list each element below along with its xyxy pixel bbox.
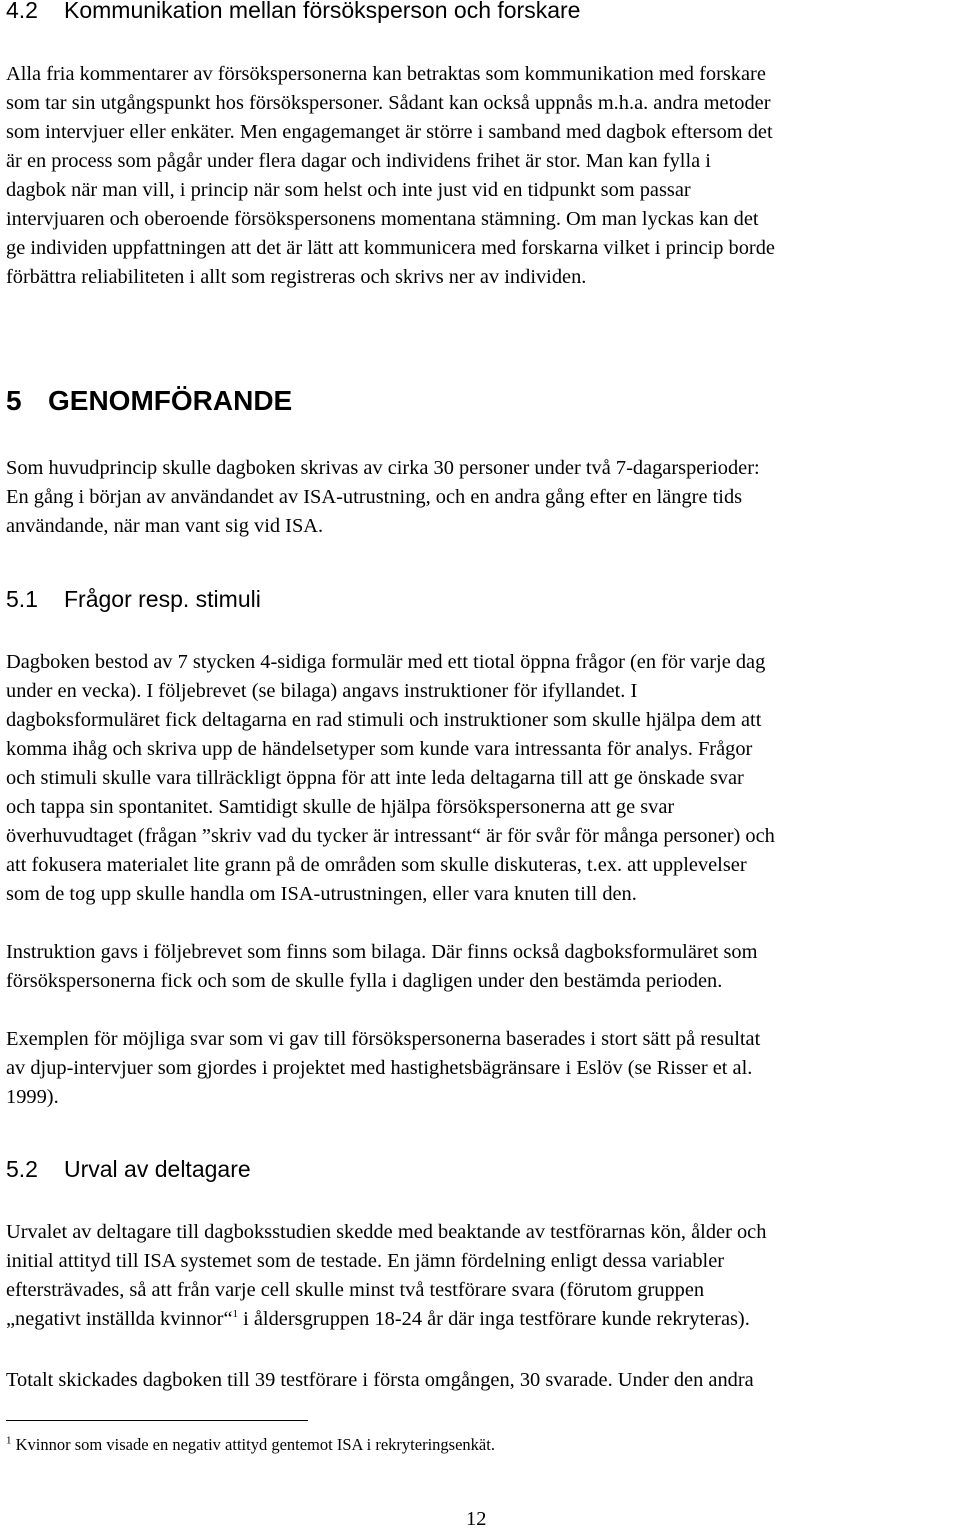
text-line: och tappa sin spontanitet. Samtidigt skulle de hjälpa försökspersonerna att ge svar	[6, 796, 675, 818]
text-line: användande, när man vant sig vid ISA.	[6, 515, 324, 537]
section-heading-4-2	[6, 0, 580, 24]
section-title: Frågor resp. stimuli	[64, 586, 261, 612]
text-line: av djup-intervjuer som gjordes i projektet med hastighetsbägränsare i Eslöv (se Risser et al.	[6, 1057, 753, 1079]
text-segment: i åldersgruppen 18-24 år där inga testförare kunde rekryteras).	[238, 1308, 750, 1330]
text-line: och stimuli skulle vara tillräckligt öppna för att inte leda deltagarna till att ge önskade svar	[6, 767, 744, 789]
paragraph-diary-design	[6, 648, 958, 909]
chapter-number: 5	[6, 385, 22, 416]
text-line: är en process som pågår under flera dagar och individens frihet är stor. Man kan fylla i	[6, 150, 711, 172]
text-line: dagbok när man vill, i princip när som helst och inte just vid en tidpunkt som passar	[6, 179, 691, 201]
section-number: 5.2	[6, 1156, 38, 1182]
footnote-reference[interactable]: 1	[232, 1308, 238, 1321]
text-line: som tar sin utgångspunkt hos försökspersoner. Sådant kan också uppnås m.h.a. andra metoder	[6, 92, 771, 114]
text-line: Totalt skickades dagboken till 39 testförare i första omgången, 30 svarade. Under den andra	[6, 1369, 754, 1391]
section-heading-5-1	[6, 585, 261, 613]
paragraph-instructions	[6, 938, 958, 996]
text-line: En gång i början av användandet av ISA-utrustning, och en andra gång efter en längre tids	[6, 486, 743, 508]
text-line: förbättra reliabiliteten i allt som registreras och skrivs ner av individen.	[6, 266, 587, 288]
text-line: Dagboken bestod av 7 stycken 4-sidiga formulär med ett tiotal öppna frågor (en för varje dag	[6, 651, 766, 673]
quoted-group: „negativt inställda kvinnor“	[6, 1308, 233, 1330]
text-line: som de tog upp skulle handla om ISA-utrustningen, eller vara knuten till den.	[6, 883, 637, 905]
text-line: Som huvudprincip skulle dagboken skrivas av cirka 30 personer under två 7-dagarsperioder:	[6, 457, 760, 479]
text-line: intervjuaren och oberoende försökspersonens momentana stämning. Om man lyckas kan det	[6, 208, 759, 230]
footnote-marker: 1	[6, 1434, 12, 1447]
text-line: under en vecka). I följebrevet (se bilaga) angavs instruktioner för ifyllandet. I	[6, 680, 638, 702]
paragraph-selection	[6, 1218, 958, 1334]
text-line: överhuvudtaget (frågan ”skriv vad du tycker är intressant“ är för svår för många personer) och	[6, 825, 775, 847]
section-heading-5-2	[6, 1155, 251, 1183]
page-number: 12	[466, 1508, 487, 1530]
text-line: som intervjuer eller enkäter. Men engagemanget är större i samband med dagbok eftersom det	[6, 121, 773, 143]
section-number: 5.1	[6, 586, 38, 612]
text-line	[6, 1305, 958, 1334]
paragraph-distribution	[6, 1366, 958, 1395]
section-title: Urval av deltagare	[64, 1156, 251, 1182]
text-line: eftersträvades, så att från varje cell skulle minst två testförare svara (förutom gruppen	[6, 1279, 705, 1301]
text-line: att fokusera materialet lite grann på de områden som skulle diskuteras, t.ex. att upplevelser	[6, 854, 747, 876]
chapter-heading-5	[6, 384, 292, 418]
section-number: 4.2	[6, 0, 38, 23]
text-line: Exemplen för möjliga svar som vi gav till försökspersonerna baserades i stort sätt på resultat	[6, 1028, 761, 1050]
text-line: dagboksformuläret fick deltagarna en rad stimuli och instruktioner som skulle hjälpa dem att	[6, 709, 762, 731]
text-line: Instruktion gavs i följebrevet som finns som bilaga. Där finns också dagboksformuläret som	[6, 941, 758, 963]
chapter-title: GENOMFÖRANDE	[48, 385, 293, 416]
section-title: Kommunikation mellan försöksperson och forskare	[64, 0, 581, 23]
text-line: ge individen uppfattningen att det är lätt att kommunicera med forskarna vilket i princip borde	[6, 237, 775, 259]
paragraph-communication	[6, 60, 958, 292]
text-line: initial attityd till ISA systemet som de testade. En jämn fördelning enligt dessa variabler	[6, 1250, 725, 1272]
footnote	[6, 1434, 495, 1456]
footnote-separator	[6, 1420, 308, 1421]
footnote-text: Kvinnor som visade en negativ attityd gentemot ISA i rekryteringsenkät.	[11, 1435, 495, 1454]
text-line: 1999).	[6, 1086, 59, 1108]
text-line: försökspersonerna fick och som de skulle fylla i dagligen under den bestämda perioden.	[6, 970, 723, 992]
paragraph-implementation	[6, 454, 958, 541]
text-line: Urvalet av deltagare till dagboksstudien skedde med beaktande av testförarnas kön, ålder och	[6, 1221, 767, 1243]
text-line: Alla fria kommentarer av försökspersonerna kan betraktas som kommunikation med forskare	[6, 63, 766, 85]
text-line: komma ihåg och skriva upp de händelsetyper som kunde vara intressanta för analys. Frågor	[6, 738, 753, 760]
paragraph-examples	[6, 1025, 958, 1112]
